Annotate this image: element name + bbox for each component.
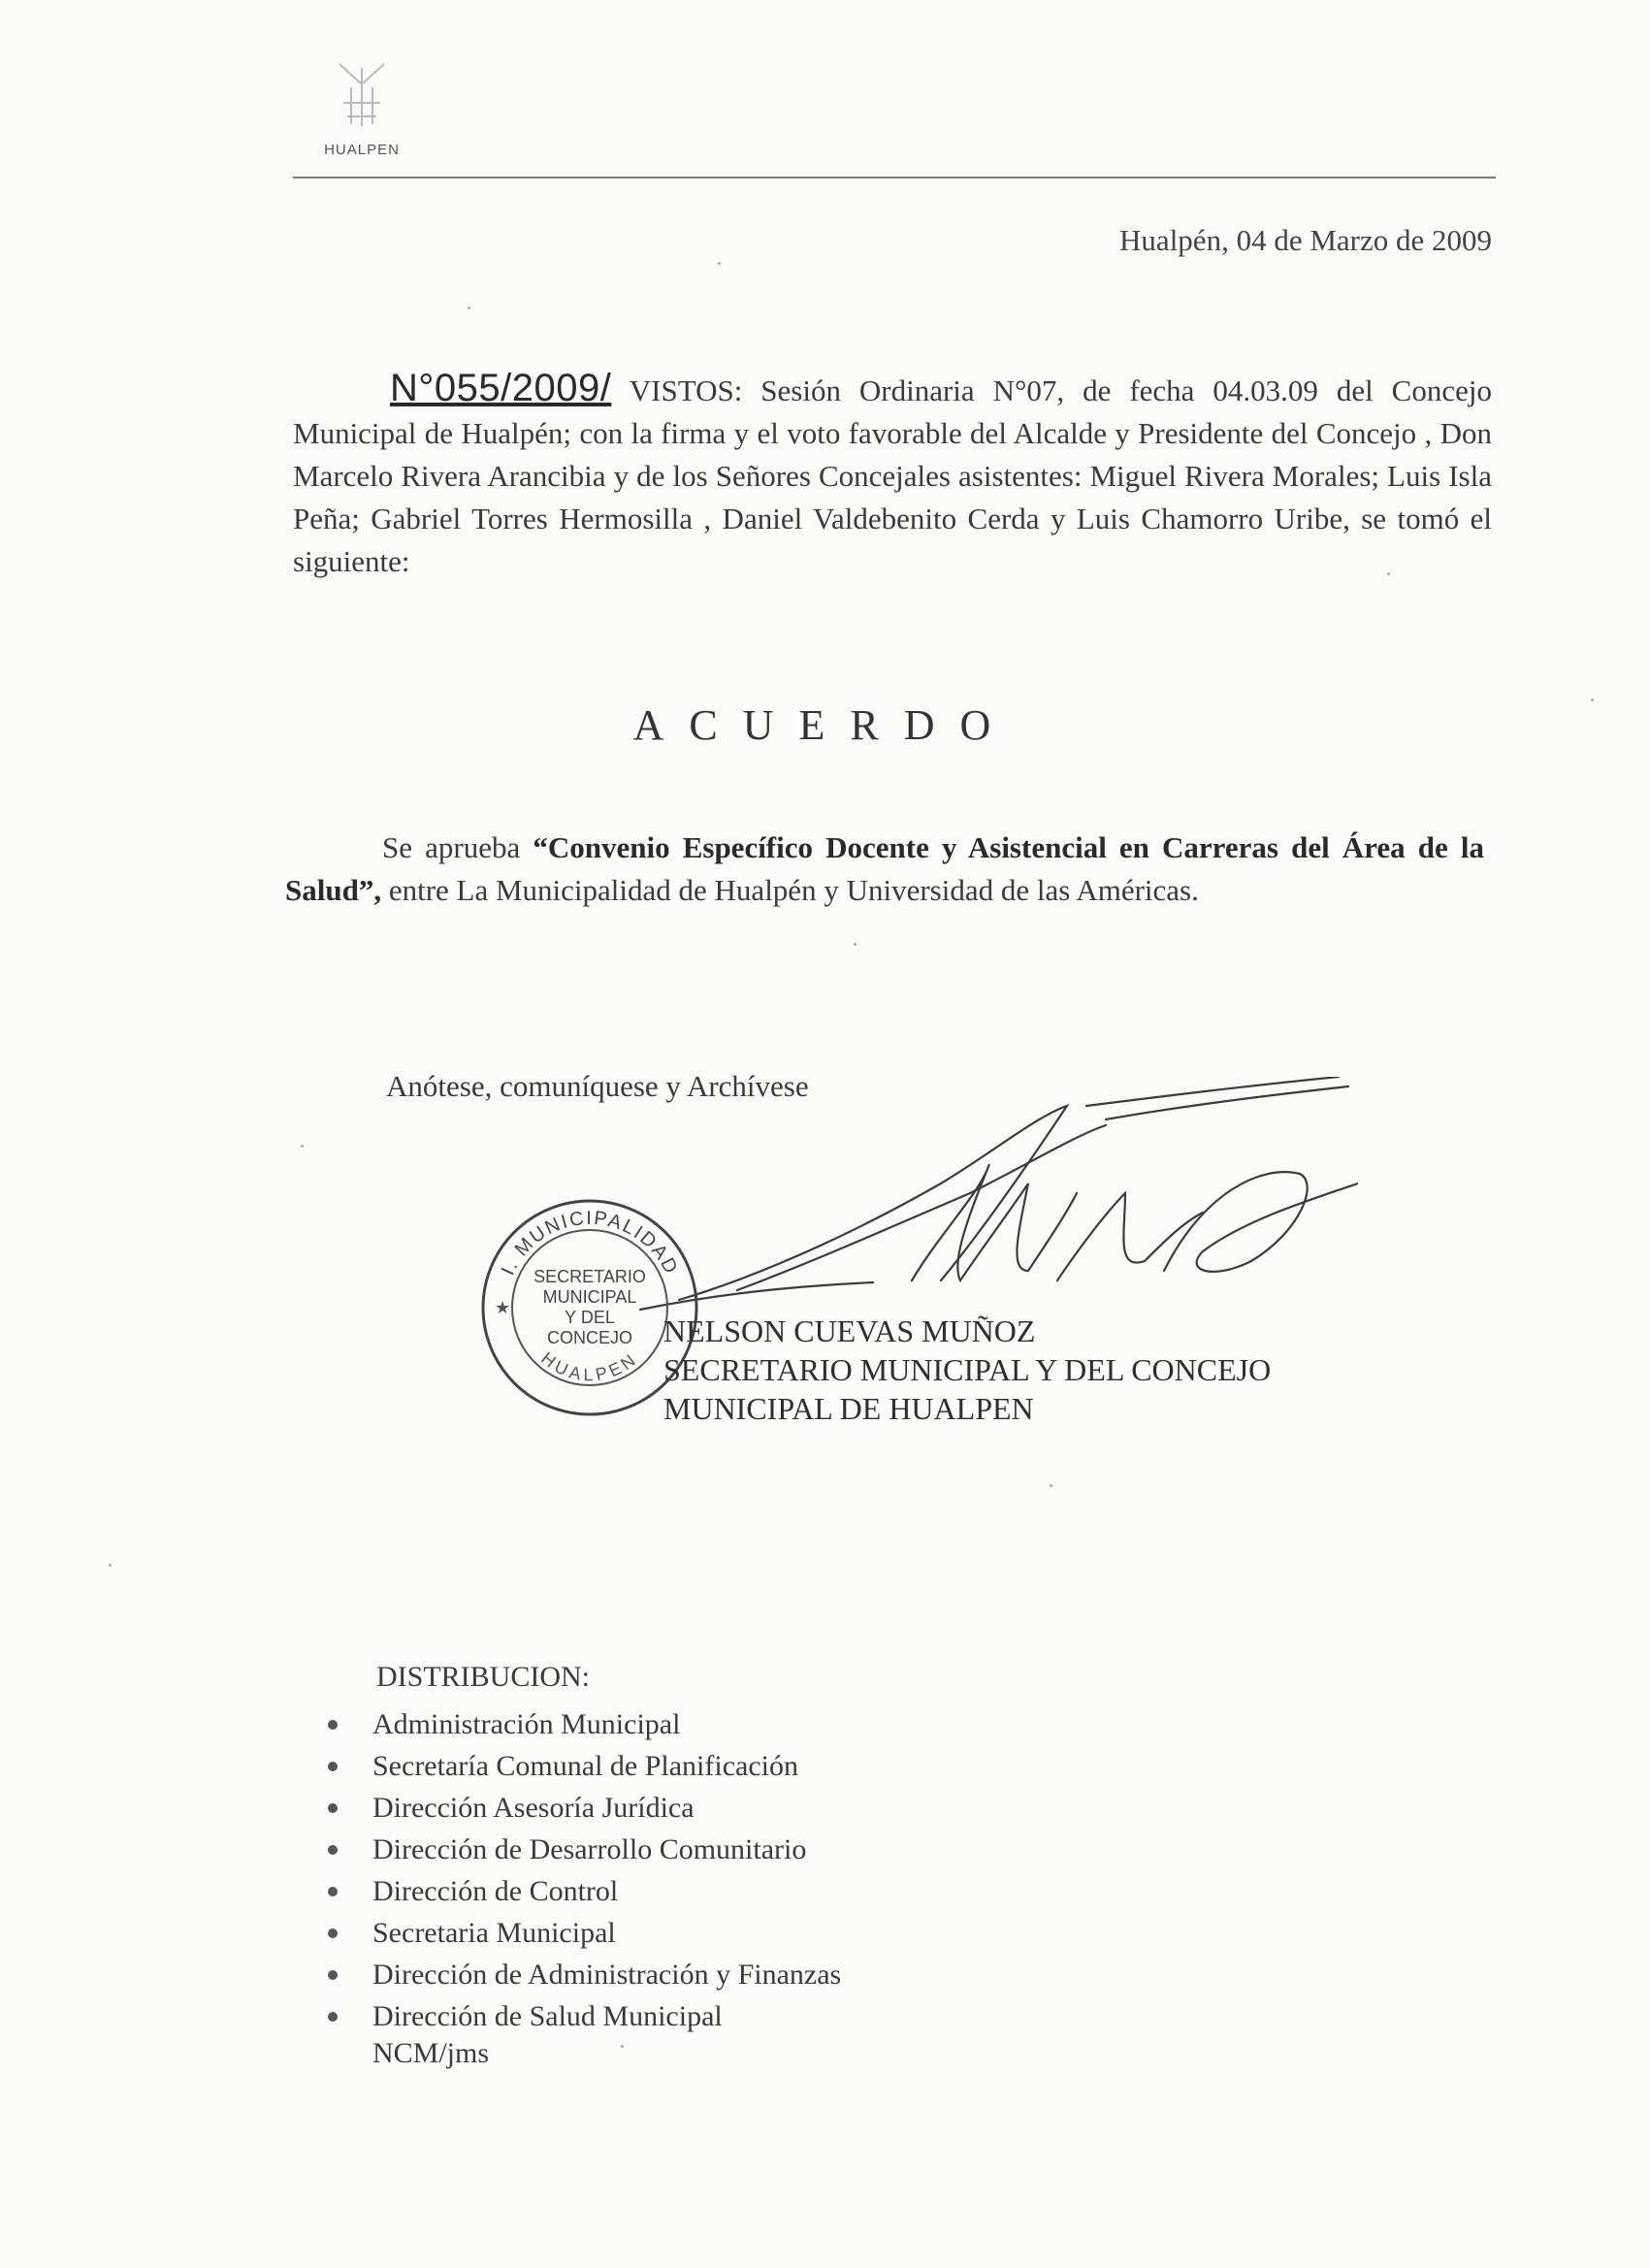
logo-text: HUALPEN [324, 142, 400, 158]
header-divider [293, 177, 1496, 178]
seal-center-line-2: MUNICIPAL [542, 1287, 637, 1307]
list-item: Secretaria Municipal [324, 1912, 841, 1954]
list-item: Secretaría Comunal de Planificación [324, 1745, 841, 1787]
bullet-icon [328, 2012, 338, 2022]
approval-paragraph [285, 826, 1484, 912]
svg-text:HUALPEN [537, 1348, 641, 1384]
bullet-icon [328, 1928, 338, 1938]
signer-title-line-1: SECRETARIO MUNICIPAL Y DEL CONCEJO [663, 1352, 1272, 1387]
seal-center-line-3: Y DEL [565, 1308, 615, 1327]
list-item: Dirección de Salud Municipal [324, 1995, 841, 2037]
seal-center-line-1: SECRETARIO [534, 1267, 646, 1286]
bullet-icon [328, 1762, 338, 1771]
municipality-emblem-icon [332, 58, 392, 136]
list-item: Administración Municipal [324, 1703, 841, 1745]
list-item: Dirección de Administración y Finanzas [324, 1954, 841, 1995]
initials: NCM/jms [372, 2037, 490, 2069]
vistos-paragraph [293, 367, 1492, 583]
bullet-icon [328, 1970, 338, 1980]
resolution-number: N°055/2009/ [390, 367, 612, 409]
seal-bottom-text: HUALPEN [537, 1347, 642, 1385]
signer-title-line-2: MUNICIPAL DE HUALPEN [663, 1391, 1034, 1426]
signer-block [663, 1312, 1271, 1428]
list-item: Dirección de Control [324, 1870, 841, 1912]
distribution-title: DISTRIBUCION: [376, 1661, 591, 1693]
bullet-icon [328, 1845, 338, 1855]
document-date: Hualpén, 04 de Marzo de 2009 [1119, 223, 1492, 257]
closing-line: Anótese, comuníquese y Archívese [386, 1069, 809, 1103]
municipality-logo [318, 58, 405, 165]
bullet-icon [328, 1803, 338, 1813]
seal-star-icon: ★ [495, 1298, 511, 1317]
acuerdo-heading: ACUERDO [632, 701, 1017, 749]
signer-name: NELSON CUEVAS MUÑOZ [663, 1313, 1036, 1348]
list-item: Dirección Asesoría Jurídica [324, 1787, 841, 1829]
approval-suffix: entre La Municipalidad de Hualpén y Universidad de las Américas. [388, 873, 1199, 907]
seal-arc-text: I. MUNICIPALIDAD [497, 1207, 683, 1280]
agreement-name: “Convenio Específico Docente y Asistencial en Carreras del Área de la Salud”, [285, 830, 1484, 907]
vistos-text: VISTOS: Sesión Ordinaria N°07, de fecha 04.03.09 del Concejo Municipal de Hualpén; con la firma y el voto favorable del Alcalde y Presidente del Concejo , Don Marcelo Rivera Arancibia y de los Señores Concejales asistentes: Miguel Rivera Morales; Luis Isla Peña; Gabriel Torres Hermosilla , Daniel Valdebenito Cerda y Luis Chamorro Uribe, se tomó el siguiente: [293, 373, 1492, 578]
bullet-icon [328, 1720, 338, 1730]
distribution-list [324, 1703, 841, 2037]
bullet-icon [328, 1887, 338, 1896]
list-item: Dirección de Desarrollo Comunitario [324, 1829, 841, 1870]
approval-prefix: Se aprueba [382, 830, 521, 864]
seal-center-line-4: CONCEJO [546, 1328, 632, 1347]
